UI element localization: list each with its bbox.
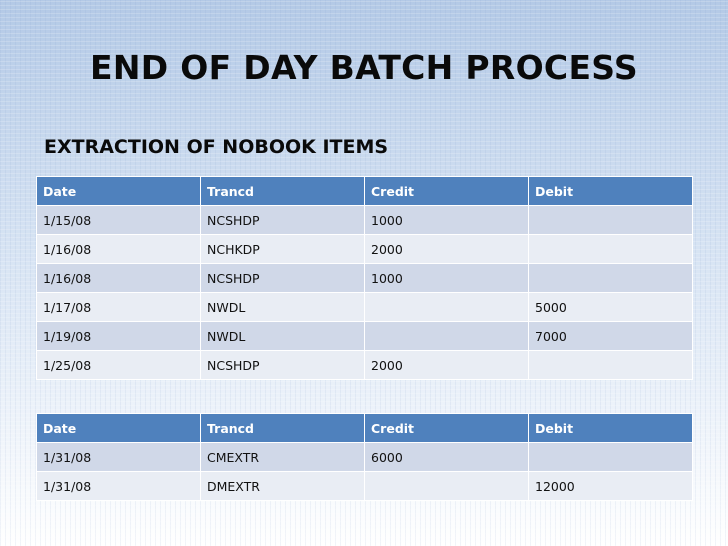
cell-trancd: NCSHDP	[201, 206, 365, 235]
cell-trancd: NCSHDP	[201, 351, 365, 380]
column-header-debit: Debit	[529, 414, 693, 443]
cell-credit	[365, 472, 529, 501]
table-row	[37, 264, 693, 293]
table-row	[37, 351, 693, 380]
cell-credit: 2000	[365, 351, 529, 380]
table-row	[37, 443, 693, 472]
cell-trancd: NCSHDP	[201, 264, 365, 293]
column-header-credit: Credit	[365, 414, 529, 443]
column-header-date: Date	[37, 414, 201, 443]
section-heading: EXTRACTION OF NOBOOK ITEMS	[44, 136, 389, 158]
cell-date: 1/15/08	[37, 206, 201, 235]
cell-date: 1/16/08	[37, 235, 201, 264]
cell-trancd: CMEXTR	[201, 443, 365, 472]
table-row	[37, 472, 693, 501]
cell-credit: 1000	[365, 206, 529, 235]
cell-trancd: NCHKDP	[201, 235, 365, 264]
cell-credit: 1000	[365, 264, 529, 293]
cell-debit: 5000	[529, 293, 693, 322]
cell-debit	[529, 264, 693, 293]
table-row	[37, 293, 693, 322]
cell-credit	[365, 322, 529, 351]
table-row	[37, 322, 693, 351]
column-header-trancd: Trancd	[201, 177, 365, 206]
cell-date: 1/16/08	[37, 264, 201, 293]
cell-credit: 2000	[365, 235, 529, 264]
table-row	[37, 206, 693, 235]
cell-date: 1/25/08	[37, 351, 201, 380]
cell-debit	[529, 206, 693, 235]
column-header-credit: Credit	[365, 177, 529, 206]
column-header-trancd: Trancd	[201, 414, 365, 443]
nobook-items-table	[36, 176, 693, 380]
cell-debit: 7000	[529, 322, 693, 351]
cell-date: 1/19/08	[37, 322, 201, 351]
table-row	[37, 235, 693, 264]
cell-debit	[529, 443, 693, 472]
cell-credit	[365, 293, 529, 322]
cell-date: 1/31/08	[37, 443, 201, 472]
month-end-extract-table	[36, 413, 693, 501]
cell-debit	[529, 235, 693, 264]
cell-trancd: NWDL	[201, 322, 365, 351]
cell-debit: 12000	[529, 472, 693, 501]
cell-debit	[529, 351, 693, 380]
cell-trancd: NWDL	[201, 293, 365, 322]
cell-date: 1/17/08	[37, 293, 201, 322]
table-header-row	[37, 177, 693, 206]
slide-title: END OF DAY BATCH PROCESS	[90, 48, 638, 87]
column-header-debit: Debit	[529, 177, 693, 206]
cell-credit: 6000	[365, 443, 529, 472]
column-header-date: Date	[37, 177, 201, 206]
table-header-row	[37, 414, 693, 443]
cell-trancd: DMEXTR	[201, 472, 365, 501]
cell-date: 1/31/08	[37, 472, 201, 501]
